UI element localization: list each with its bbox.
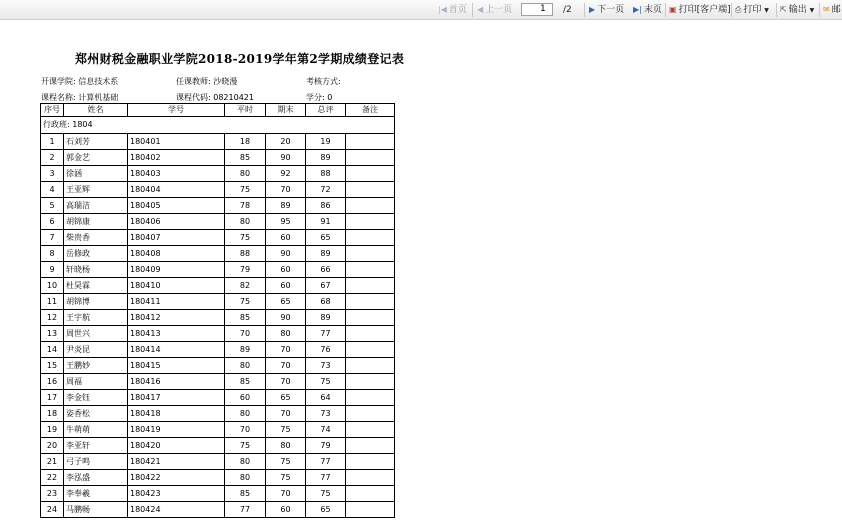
cell-final-score: 60 [266, 278, 306, 294]
teacher-value: 沙晓漫 [213, 77, 238, 86]
cell-note [346, 150, 395, 166]
cell-final-score: 70 [266, 406, 306, 422]
cell-total-score: 77 [306, 454, 346, 470]
cell-total-score: 89 [306, 150, 346, 166]
cell-usual-score: 79 [225, 262, 266, 278]
print-client-button[interactable] [669, 2, 731, 18]
cell-final-score: 60 [266, 230, 306, 246]
cell-name: 石刘芳 [64, 134, 128, 150]
prev-page-label: 上一页 [485, 5, 513, 15]
cell-final-score: 92 [266, 166, 306, 182]
cell-student-id: 180407 [128, 230, 225, 246]
cell-usual-score: 80 [225, 454, 266, 470]
course-info [41, 92, 118, 103]
cell-total-score: 73 [306, 358, 346, 374]
cell-usual-score: 75 [225, 230, 266, 246]
toolbar-divider [665, 3, 666, 17]
course-label: 课程名称: [41, 93, 76, 102]
cell-final-score: 75 [266, 422, 306, 438]
cell-note [346, 486, 395, 502]
cell-no: 20 [41, 438, 64, 454]
cell-note [346, 262, 395, 278]
cell-no: 18 [41, 406, 64, 422]
cell-total-score: 88 [306, 166, 346, 182]
cell-note [346, 438, 395, 454]
report-toolbar [0, 0, 842, 20]
table-row [41, 454, 395, 470]
cell-usual-score: 82 [225, 278, 266, 294]
cell-total-score: 75 [306, 486, 346, 502]
cell-final-score: 70 [266, 182, 306, 198]
cell-usual-score: 85 [225, 150, 266, 166]
last-page-label: 末页 [643, 5, 662, 15]
cell-note [346, 182, 395, 198]
cell-no: 24 [41, 502, 64, 518]
table-row [41, 422, 395, 438]
teacher-info [176, 76, 237, 87]
cell-no: 15 [41, 358, 64, 374]
cell-usual-score: 80 [225, 470, 266, 486]
table-row [41, 262, 395, 278]
table-row [41, 342, 395, 358]
cell-usual-score: 80 [225, 214, 266, 230]
cell-usual-score: 85 [225, 486, 266, 502]
cell-no: 2 [41, 150, 64, 166]
header-final: 期末 [266, 104, 306, 117]
cell-no: 3 [41, 166, 64, 182]
cell-usual-score: 80 [225, 358, 266, 374]
cell-usual-score: 80 [225, 406, 266, 422]
table-row [41, 310, 395, 326]
toolbar-divider [731, 3, 732, 17]
next-page-button[interactable] [589, 2, 624, 18]
table-row [41, 166, 395, 182]
export-label: 输出 [788, 5, 807, 15]
cell-name: 牛萌萌 [64, 422, 128, 438]
grades-table [40, 103, 395, 518]
cell-total-score: 19 [306, 134, 346, 150]
next-page-label: 下一页 [597, 5, 625, 15]
cell-no: 6 [41, 214, 64, 230]
cell-student-id: 180408 [128, 246, 225, 262]
cell-usual-score: 78 [225, 198, 266, 214]
group-label: 行政班: 1804 [41, 117, 395, 134]
cell-final-score: 70 [266, 486, 306, 502]
cell-name: 李亚轩 [64, 438, 128, 454]
cell-student-id: 180419 [128, 422, 225, 438]
cell-no: 21 [41, 454, 64, 470]
toolbar-divider [472, 3, 473, 17]
cell-total-score: 76 [306, 342, 346, 358]
first-page-icon: |◀ [438, 5, 447, 14]
cell-name: 马鹏畅 [64, 502, 128, 518]
cell-student-id: 180402 [128, 150, 225, 166]
table-row [41, 358, 395, 374]
cell-name: 岳修政 [64, 246, 128, 262]
cell-final-score: 65 [266, 390, 306, 406]
cell-name: 姿香松 [64, 406, 128, 422]
cell-no: 4 [41, 182, 64, 198]
toolbar-divider [584, 3, 585, 17]
table-row [41, 502, 395, 518]
cell-note [346, 198, 395, 214]
cell-note [346, 214, 395, 230]
mail-label: 邮 [831, 5, 841, 15]
cell-final-score: 90 [266, 150, 306, 166]
cell-student-id: 180414 [128, 342, 225, 358]
cell-total-score: 68 [306, 294, 346, 310]
cell-usual-score: 89 [225, 342, 266, 358]
cell-student-id: 180406 [128, 214, 225, 230]
cell-no: 17 [41, 390, 64, 406]
cell-no: 13 [41, 326, 64, 342]
code-value: 08210421 [213, 93, 254, 102]
cell-no: 16 [41, 374, 64, 390]
cell-total-score: 77 [306, 326, 346, 342]
header-usual: 平时 [225, 104, 266, 117]
dept-info [41, 76, 118, 87]
cell-student-id: 180418 [128, 406, 225, 422]
mail-button[interactable] [823, 2, 841, 18]
table-row [41, 326, 395, 342]
cell-final-score: 70 [266, 358, 306, 374]
header-note: 备注 [346, 104, 395, 117]
cell-usual-score: 85 [225, 310, 266, 326]
cell-note [346, 278, 395, 294]
cell-note [346, 230, 395, 246]
header-no: 序号 [41, 104, 64, 117]
last-page-button[interactable] [633, 2, 662, 18]
cell-note [346, 294, 395, 310]
cell-name: 周世兴 [64, 326, 128, 342]
printer-icon: ⎙ [735, 5, 742, 14]
cell-final-score: 75 [266, 470, 306, 486]
group-row [41, 117, 395, 134]
table-row [41, 390, 395, 406]
table-row [41, 294, 395, 310]
cell-student-id: 180415 [128, 358, 225, 374]
pdf-print-icon: ▣ [669, 5, 677, 14]
cell-student-id: 180416 [128, 374, 225, 390]
cell-total-score: 64 [306, 390, 346, 406]
cell-final-score: 90 [266, 246, 306, 262]
code-label: 课程代码: [176, 93, 211, 102]
cell-final-score: 60 [266, 502, 306, 518]
cell-usual-score: 70 [225, 326, 266, 342]
print-label: 打印 [743, 5, 762, 15]
cell-student-id: 180401 [128, 134, 225, 150]
cell-note [346, 406, 395, 422]
cell-note [346, 374, 395, 390]
cell-note [346, 502, 395, 518]
cell-no: 8 [41, 246, 64, 262]
table-row [41, 486, 395, 502]
cell-usual-score: 85 [225, 374, 266, 390]
cell-note [346, 310, 395, 326]
cell-student-id: 180410 [128, 278, 225, 294]
cell-student-id: 180405 [128, 198, 225, 214]
cell-final-score: 89 [266, 198, 306, 214]
cell-no: 9 [41, 262, 64, 278]
cell-total-score: 75 [306, 374, 346, 390]
credit-label: 学分: [306, 93, 325, 102]
toolbar-divider [819, 3, 820, 17]
cell-usual-score: 60 [225, 390, 266, 406]
table-row [41, 214, 395, 230]
toolbar-divider [776, 3, 777, 17]
cell-usual-score: 75 [225, 182, 266, 198]
cell-name: 轩晓杨 [64, 262, 128, 278]
cell-student-id: 180409 [128, 262, 225, 278]
cell-note [346, 454, 395, 470]
prev-page-button[interactable] [477, 2, 512, 18]
teacher-label: 任课教师: [176, 77, 211, 86]
cell-name: 王亚辉 [64, 182, 128, 198]
page-title: 郑州财税金融职业学院2018-2019学年第2学期成绩登记表 [75, 52, 405, 66]
table-row [41, 374, 395, 390]
cell-no: 23 [41, 486, 64, 502]
print-button[interactable] [735, 2, 769, 18]
table-row [41, 246, 395, 262]
cell-total-score: 73 [306, 406, 346, 422]
cell-student-id: 180403 [128, 166, 225, 182]
last-page-icon: ▶| [633, 5, 642, 14]
cell-name: 杜昊霖 [64, 278, 128, 294]
code-info [176, 92, 254, 103]
table-row [41, 438, 395, 454]
cell-name: 周福 [64, 374, 128, 390]
cell-name: 高瑞洁 [64, 198, 128, 214]
cell-total-score: 65 [306, 230, 346, 246]
cell-name: 弓子鸣 [64, 454, 128, 470]
cell-student-id: 180412 [128, 310, 225, 326]
table-row [41, 150, 395, 166]
dept-label: 开课学院: [41, 77, 76, 86]
mail-icon: ✉ [823, 5, 830, 14]
table-row [41, 134, 395, 150]
cell-name: 郭金艺 [64, 150, 128, 166]
cell-final-score: 95 [266, 214, 306, 230]
cell-name: 李泓盛 [64, 470, 128, 486]
cell-name: 徐涵 [64, 166, 128, 182]
cell-no: 5 [41, 198, 64, 214]
cell-student-id: 180404 [128, 182, 225, 198]
cell-total-score: 89 [306, 246, 346, 262]
cell-note [346, 134, 395, 150]
cell-note [346, 470, 395, 486]
cell-student-id: 180413 [128, 326, 225, 342]
cell-no: 12 [41, 310, 64, 326]
cell-total-score: 91 [306, 214, 346, 230]
header-total: 总评 [306, 104, 346, 117]
cell-total-score: 66 [306, 262, 346, 278]
table-row [41, 198, 395, 214]
cell-final-score: 80 [266, 326, 306, 342]
cell-final-score: 70 [266, 374, 306, 390]
cell-usual-score: 80 [225, 166, 266, 182]
cell-total-score: 65 [306, 502, 346, 518]
next-page-icon: ▶ [589, 5, 596, 14]
page-total: /2 [563, 5, 572, 15]
cell-name: 李奉羲 [64, 486, 128, 502]
first-page-button[interactable] [438, 2, 467, 18]
cell-usual-score: 88 [225, 246, 266, 262]
cell-usual-score: 77 [225, 502, 266, 518]
table-row [41, 278, 395, 294]
chevron-down-icon: ▼ [809, 7, 815, 14]
table-row [41, 470, 395, 486]
cell-usual-score: 70 [225, 422, 266, 438]
cell-name: 胡锦康 [64, 214, 128, 230]
cell-usual-score: 75 [225, 438, 266, 454]
cell-note [346, 246, 395, 262]
course-value: 计算机基础 [78, 93, 119, 102]
export-button[interactable] [780, 2, 814, 18]
cell-name: 王宇航 [64, 310, 128, 326]
export-icon: ⇱ [780, 5, 787, 14]
cell-usual-score: 18 [225, 134, 266, 150]
cell-no: 14 [41, 342, 64, 358]
page-number-input[interactable] [521, 3, 553, 16]
cell-no: 10 [41, 278, 64, 294]
cell-student-id: 180421 [128, 454, 225, 470]
cell-total-score: 86 [306, 198, 346, 214]
table-row [41, 406, 395, 422]
cell-note [346, 422, 395, 438]
cell-no: 19 [41, 422, 64, 438]
credit-value: 0 [327, 93, 333, 102]
cell-note [346, 166, 395, 182]
cell-final-score: 20 [266, 134, 306, 150]
cell-no: 11 [41, 294, 64, 310]
cell-note [346, 358, 395, 374]
first-page-label: 首页 [448, 5, 467, 15]
cell-no: 1 [41, 134, 64, 150]
table-header-row [41, 104, 395, 117]
header-id: 学号 [128, 104, 225, 117]
cell-note [346, 326, 395, 342]
cell-final-score: 80 [266, 438, 306, 454]
cell-total-score: 89 [306, 310, 346, 326]
cell-final-score: 90 [266, 310, 306, 326]
cell-total-score: 67 [306, 278, 346, 294]
cell-total-score: 79 [306, 438, 346, 454]
credit-info [306, 92, 332, 103]
cell-final-score: 70 [266, 342, 306, 358]
cell-student-id: 180422 [128, 470, 225, 486]
table-row [41, 230, 395, 246]
cell-note [346, 342, 395, 358]
exam-label: 考核方式: [306, 77, 341, 86]
cell-student-id: 180411 [128, 294, 225, 310]
header-name: 姓名 [64, 104, 128, 117]
cell-final-score: 60 [266, 262, 306, 278]
cell-final-score: 65 [266, 294, 306, 310]
cell-total-score: 77 [306, 470, 346, 486]
cell-total-score: 74 [306, 422, 346, 438]
table-row [41, 182, 395, 198]
cell-final-score: 75 [266, 454, 306, 470]
cell-name: 柴贵香 [64, 230, 128, 246]
exam-info [306, 76, 341, 87]
cell-name: 胡锦博 [64, 294, 128, 310]
cell-student-id: 180424 [128, 502, 225, 518]
cell-total-score: 72 [306, 182, 346, 198]
cell-name: 王鹏妙 [64, 358, 128, 374]
cell-student-id: 180420 [128, 438, 225, 454]
cell-name: 李金钰 [64, 390, 128, 406]
cell-no: 22 [41, 470, 64, 486]
prev-page-icon: ◀ [477, 5, 484, 14]
cell-usual-score: 75 [225, 294, 266, 310]
cell-name: 尹炎昆 [64, 342, 128, 358]
print-client-label: 打印[客户端] [678, 5, 731, 15]
chevron-down-icon: ▼ [764, 7, 769, 14]
cell-no: 7 [41, 230, 64, 246]
cell-student-id: 180423 [128, 486, 225, 502]
dept-value: 信息技术系 [78, 77, 119, 86]
cell-student-id: 180417 [128, 390, 225, 406]
cell-note [346, 390, 395, 406]
